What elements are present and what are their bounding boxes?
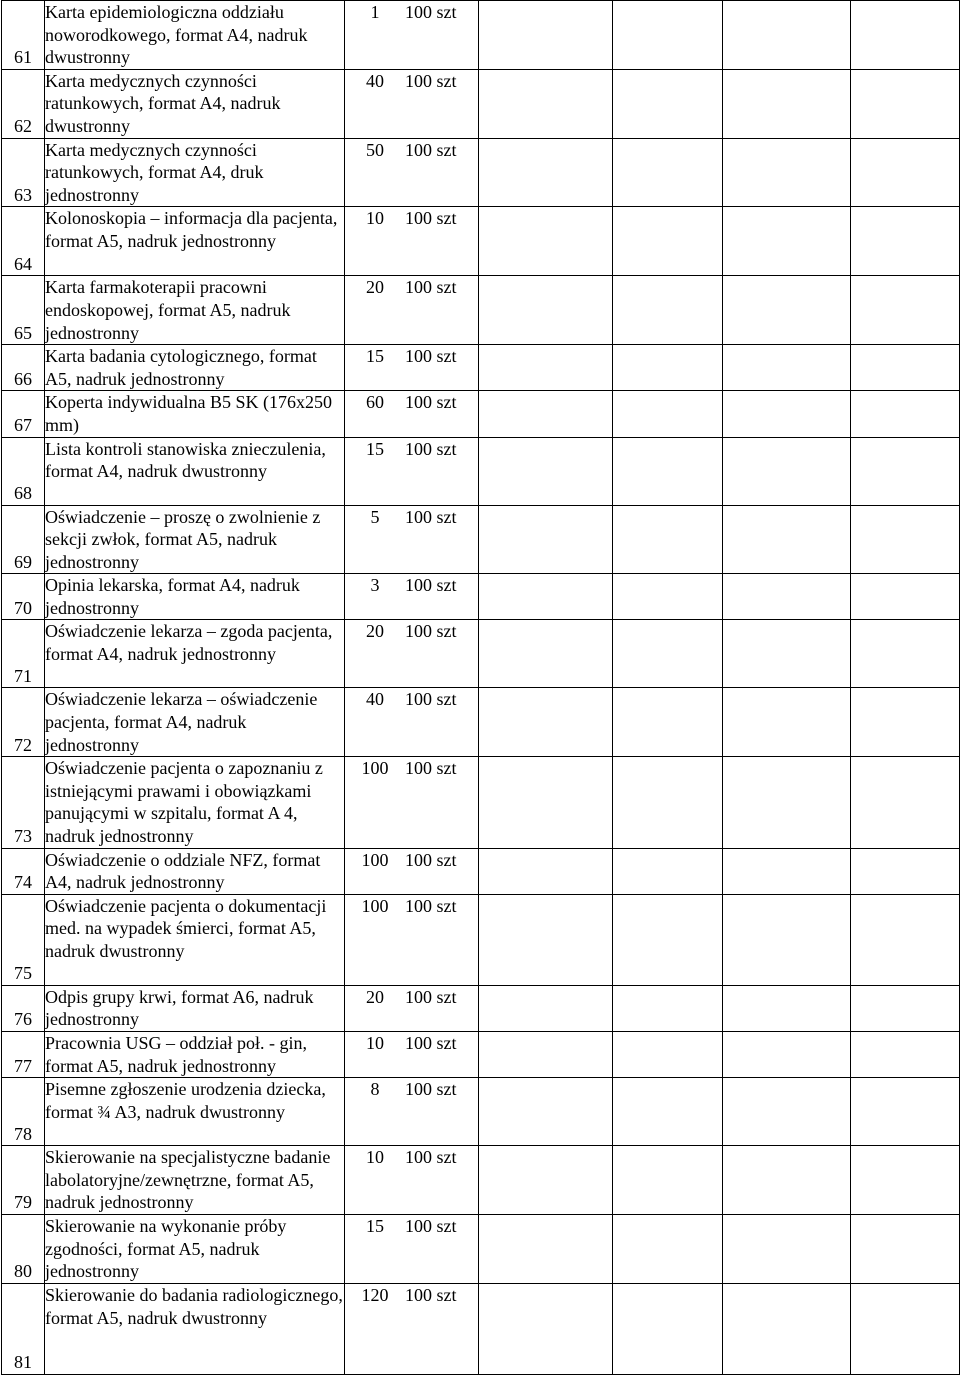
quantity-value: 100 [361,849,389,870]
notes-cell [851,894,960,985]
vat-cell [613,345,723,391]
quantity-cell [345,1283,479,1374]
item-description: Skierowanie na wykonanie próby zgodności, format A5, nadruk jednostronny [45,1214,345,1283]
notes-cell [851,757,960,848]
row-number: 65 [2,276,45,345]
table-row [2,688,960,757]
table-row [2,505,960,574]
quantity-cell [345,437,479,505]
vat-cell [613,391,723,437]
quantity-value: 15 [366,346,384,367]
quantity-cell [345,1032,479,1078]
value-cell [723,69,851,138]
price-net-cell [479,620,613,688]
value-cell [723,1078,851,1146]
notes-cell [851,1078,960,1146]
value-cell [723,1283,851,1374]
row-number: 64 [2,207,45,276]
price-net-cell [479,207,613,276]
quantity-value: 120 [361,1284,389,1305]
price-net-cell [479,688,613,757]
price-net-cell [479,848,613,894]
row-number: 61 [2,1,45,70]
quantity-cell [345,574,479,620]
quantity-value: 20 [366,986,384,1007]
quantity-unit: 100 szt [405,1079,457,1100]
value-cell [723,138,851,207]
vat-cell [613,1146,723,1215]
notes-cell [851,574,960,620]
quantity-cell [345,276,479,345]
value-cell [723,207,851,276]
table-row [2,207,960,276]
price-net-cell [479,894,613,985]
vat-cell [613,1214,723,1283]
quantity-value: 40 [366,689,384,710]
row-number: 67 [2,391,45,437]
price-net-cell [479,574,613,620]
row-number: 68 [2,437,45,505]
quantity-unit: 100 szt [405,849,457,870]
quantity-unit: 100 szt [405,621,457,642]
quantity-cell [345,985,479,1031]
quantity-value: 5 [370,506,380,527]
quantity-cell [345,345,479,391]
row-number: 72 [2,688,45,757]
table-row [2,437,960,505]
vat-cell [613,894,723,985]
quantity-unit: 100 szt [405,895,457,916]
value-cell [723,688,851,757]
quantity-cell [345,848,479,894]
notes-cell [851,69,960,138]
quantity-value: 60 [366,392,384,413]
table-row [2,574,960,620]
quantity-unit: 100 szt [405,438,457,459]
table-row [2,985,960,1031]
vat-cell [613,276,723,345]
row-number: 74 [2,848,45,894]
value-cell [723,757,851,848]
table-row [2,757,960,848]
item-description: Oświadczenie pacjenta o zapoznaniu z istniejącymi prawami i obowiązkami panującymi w szpitalu, format A 4, nadruk jednostronny [45,757,345,848]
quantity-value: 15 [366,1215,384,1236]
item-description: Lista kontroli stanowiska znieczulenia, format A4, nadruk dwustronny [45,437,345,505]
notes-cell [851,437,960,505]
quantity-value: 10 [366,1147,384,1168]
item-description: Oświadczenie – proszę o zwolnienie z sekcji zwłok, format A5, nadruk jednostronny [45,505,345,574]
price-net-cell [479,1283,613,1374]
value-cell [723,345,851,391]
row-number: 79 [2,1146,45,1215]
notes-cell [851,505,960,574]
price-net-cell [479,1078,613,1146]
item-description: Pisemne zgłoszenie urodzenia dziecka, format ¾ A3, nadruk dwustronny [45,1078,345,1146]
item-description: Oświadczenie pacjenta o dokumentacji med. na wypadek śmierci, format A5, nadruk dwustronny [45,894,345,985]
notes-cell [851,391,960,437]
item-description: Odpis grupy krwi, format A6, nadruk jednostronny [45,985,345,1031]
value-cell [723,505,851,574]
quantity-cell [345,757,479,848]
vat-cell [613,1078,723,1146]
item-description: Pracownia USG – oddział poł. - gin, format A5, nadruk jednostronny [45,1032,345,1078]
value-cell [723,1146,851,1215]
price-net-cell [479,138,613,207]
row-number: 62 [2,69,45,138]
quantity-value: 100 [361,895,389,916]
table-row [2,391,960,437]
price-net-cell [479,1146,613,1215]
table-row [2,1078,960,1146]
row-number: 71 [2,620,45,688]
quantity-unit: 100 szt [405,139,457,160]
value-cell [723,894,851,985]
notes-cell [851,1,960,70]
quantity-value: 20 [366,277,384,298]
vat-cell [613,1,723,70]
value-cell [723,574,851,620]
vat-cell [613,985,723,1031]
quantity-cell [345,505,479,574]
vat-cell [613,620,723,688]
table-row [2,69,960,138]
table-row [2,1,960,70]
price-net-cell [479,985,613,1031]
price-net-cell [479,345,613,391]
quantity-cell [345,1146,479,1215]
row-number: 81 [2,1283,45,1374]
vat-cell [613,574,723,620]
quantity-cell [345,688,479,757]
row-number: 66 [2,345,45,391]
table-row [2,138,960,207]
table-row [2,1214,960,1283]
notes-cell [851,276,960,345]
quantity-unit: 100 szt [405,758,457,779]
notes-cell [851,1283,960,1374]
table-row [2,345,960,391]
row-number: 73 [2,757,45,848]
vat-cell [613,69,723,138]
price-net-cell [479,1214,613,1283]
item-description: Karta medycznych czynności ratunkowych, format A4, nadruk dwustronny [45,69,345,138]
price-net-cell [479,505,613,574]
price-net-cell [479,276,613,345]
row-number: 77 [2,1032,45,1078]
quantity-cell [345,391,479,437]
item-description: Oświadczenie o oddziale NFZ, format A4, nadruk jednostronny [45,848,345,894]
notes-cell [851,1214,960,1283]
quantity-value: 50 [366,139,384,160]
quantity-unit: 100 szt [405,70,457,91]
row-number: 70 [2,574,45,620]
price-net-cell [479,1,613,70]
quantity-unit: 100 szt [405,506,457,527]
quantity-unit: 100 szt [405,277,457,298]
quantity-cell [345,894,479,985]
price-net-cell [479,437,613,505]
quantity-value: 40 [366,70,384,91]
table-row [2,276,960,345]
vat-cell [613,1283,723,1374]
quantity-value: 8 [370,1079,380,1100]
table-row [2,894,960,985]
quantity-unit: 100 szt [405,1033,457,1053]
quantity-unit: 100 szt [405,689,457,710]
item-description: Karta medycznych czynności ratunkowych, format A4, druk jednostronny [45,138,345,207]
value-cell [723,620,851,688]
price-net-cell [479,391,613,437]
vat-cell [613,848,723,894]
vat-cell [613,505,723,574]
quantity-cell [345,1,479,70]
value-cell [723,848,851,894]
quantity-unit: 100 szt [405,1215,457,1236]
value-cell [723,437,851,505]
notes-cell [851,985,960,1031]
quantity-cell [345,69,479,138]
quantity-cell [345,207,479,276]
vat-cell [613,757,723,848]
notes-cell [851,345,960,391]
item-description: Karta badania cytologicznego, format A5, nadruk jednostronny [45,345,345,391]
item-description: Karta farmakoterapii pracowni endoskopowej, format A5, nadruk jednostronny [45,276,345,345]
notes-cell [851,138,960,207]
quantity-unit: 100 szt [405,986,457,1007]
value-cell [723,1214,851,1283]
value-cell [723,1032,851,1078]
quantity-unit: 100 szt [405,346,457,367]
table-row [2,1032,960,1078]
value-cell [723,391,851,437]
vat-cell [613,138,723,207]
quantity-value: 1 [370,2,380,22]
quantity-value: 10 [366,208,384,229]
item-description: Oświadczenie lekarza – zgoda pacjenta, format A4, nadruk jednostronny [45,620,345,688]
table-row [2,1283,960,1374]
table-row [2,620,960,688]
row-number: 80 [2,1214,45,1283]
row-number: 76 [2,985,45,1031]
item-description: Skierowanie na specjalistyczne badanie labolatoryjne/zewnętrzne, format A5, nadruk jednostronny [45,1146,345,1215]
vat-cell [613,1032,723,1078]
vat-cell [613,437,723,505]
price-net-cell [479,757,613,848]
vat-cell [613,688,723,757]
notes-cell [851,1032,960,1078]
item-description: Oświadczenie lekarza – oświadczenie pacjenta, format A4, nadruk jednostronny [45,688,345,757]
price-net-cell [479,69,613,138]
notes-cell [851,688,960,757]
notes-cell [851,620,960,688]
table-row [2,848,960,894]
item-description: Opinia lekarska, format A4, nadruk jednostronny [45,574,345,620]
price-net-cell [479,1032,613,1078]
notes-cell [851,848,960,894]
quantity-unit: 100 szt [405,575,457,596]
quantity-unit: 100 szt [405,208,457,229]
item-description: Kolonoskopia – informacja dla pacjenta, format A5, nadruk jednostronny [45,207,345,276]
quantity-unit: 100 szt [405,392,457,413]
quantity-value: 3 [370,575,380,596]
order-table [1,0,960,1375]
quantity-unit: 100 szt [405,1147,457,1168]
quantity-value: 100 [361,758,389,779]
quantity-cell [345,1078,479,1146]
quantity-value: 10 [366,1033,384,1053]
quantity-value: 20 [366,621,384,642]
row-number: 69 [2,505,45,574]
quantity-cell [345,620,479,688]
quantity-unit: 100 szt [405,2,457,22]
item-description: Karta epidemiologiczna oddziału noworodkowego, format A4, nadruk dwustronny [45,1,345,70]
quantity-unit: 100 szt [405,1284,457,1305]
value-cell [723,276,851,345]
value-cell [723,1,851,70]
quantity-cell [345,1214,479,1283]
item-description: Koperta indywidualna B5 SK (176x250 mm) [45,391,345,437]
notes-cell [851,1146,960,1215]
quantity-cell [345,138,479,207]
value-cell [723,985,851,1031]
item-description: Skierowanie do badania radiologicznego, format A5, nadruk dwustronny [45,1283,345,1374]
vat-cell [613,207,723,276]
row-number: 75 [2,894,45,985]
row-number: 63 [2,138,45,207]
notes-cell [851,207,960,276]
row-number: 78 [2,1078,45,1146]
table-row [2,1146,960,1215]
quantity-value: 15 [366,438,384,459]
